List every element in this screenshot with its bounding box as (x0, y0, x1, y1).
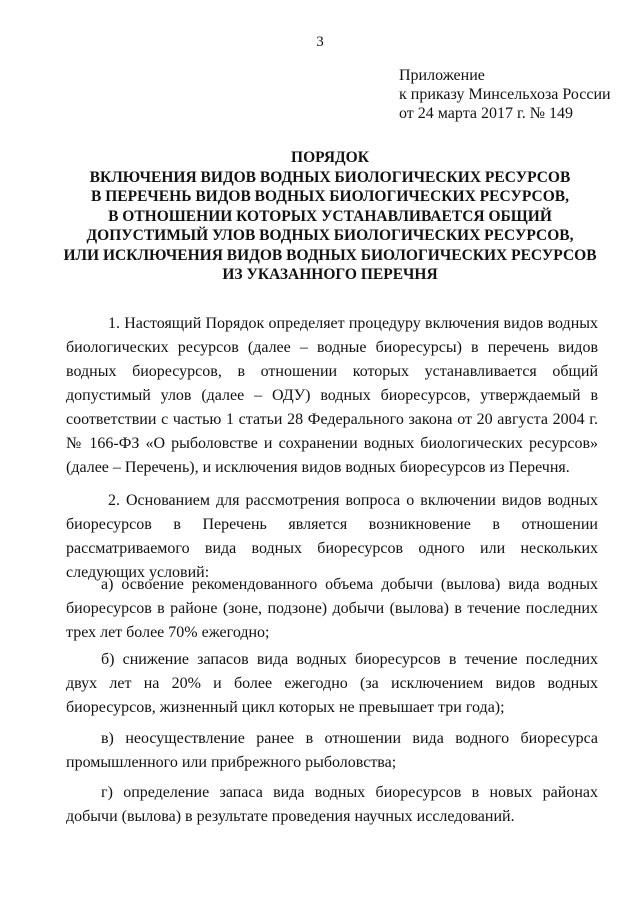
title-line-3: В ПЕРЕЧЕНЬ ВИДОВ ВОДНЫХ БИОЛОГИЧЕСКИХ РЕСУРСОВ, (91, 188, 569, 205)
appendix-note (399, 66, 611, 123)
appendix-line-2: к приказу Минсельхоза России (399, 86, 611, 103)
title-line-5: ДОПУСТИМЫЙ УЛОВ ВОДНЫХ БИОЛОГИЧЕСКИХ РЕСУРСОВ, (86, 227, 574, 244)
document-title (40, 148, 620, 285)
paragraph-2c: в) неосуществление ранее в отношении вида водного биоресурса промышленного или прибрежного рыболовства; (66, 730, 598, 771)
appendix-line-3: от 24 марта 2017 г. № 149 (399, 105, 573, 122)
paragraph-2a: а) освоение рекомендованного объема добычи (вылова) вида водных биоресурсов в районе (зоне, подзоне) добычи (вылова) в течение последних трех лет более 70% ежегодно; (66, 576, 598, 641)
paragraph-2: 2. Основанием для рассмотрения вопроса о включении видов водных биоресурсов в Перечень является возникновение в отношении рассматриваемого вида водных биоресурсов одного или нескольких следующих условий: (66, 492, 598, 581)
title-line-7: ИЗ УКАЗАННОГО ПЕРЕЧНЯ (222, 266, 438, 283)
paragraph-2b: б) снижение запасов вида водных биоресурсов в течение последних двух лет на 20% и более ежегодно (за исключением видов водных биоресурсов, жизненный цикл которых не превышает три года); (66, 651, 598, 716)
title-line-6: ИЛИ ИСКЛЮЧЕНИЯ ВИДОВ ВОДНЫХ БИОЛОГИЧЕСКИХ РЕСУРСОВ (63, 246, 597, 264)
paragraph-2d: г) определение запаса вида водных биоресурсов в новых районах добычи (вылова) в результате проведения научных исследований. (66, 784, 598, 825)
title-line-2: ВКЛЮЧЕНИЯ ВИДОВ ВОДНЫХ БИОЛОГИЧЕСКИХ РЕСУРСОВ (89, 168, 571, 186)
paragraph-1: 1. Настоящий Порядок определяет процедуру включения видов водных биологических ресурсов (далее – водные биоресурсы) в перечень видов водных биоресурсов, в отношении которых устанавливается общий допустимый улов (далее – ОДУ) водных биоресурсов, утверждаемый в соответствии с частью 1 статьи 28 Федерального закона от 20 августа 2004 г. № 166-ФЗ «О рыболовстве и сохранении водных биологических ресурсов» (далее – Перечень), и исключения видов водных биоресурсов из Перечня. (66, 315, 598, 476)
page-number: 3 (316, 34, 324, 50)
title-line-1: ПОРЯДОК (291, 149, 369, 166)
appendix-line-1: Приложение (399, 67, 485, 84)
title-line-4: В ОТНОШЕНИИ КОТОРЫХ УСТАНАВЛИВАЕТСЯ ОБЩИЙ (108, 207, 552, 225)
